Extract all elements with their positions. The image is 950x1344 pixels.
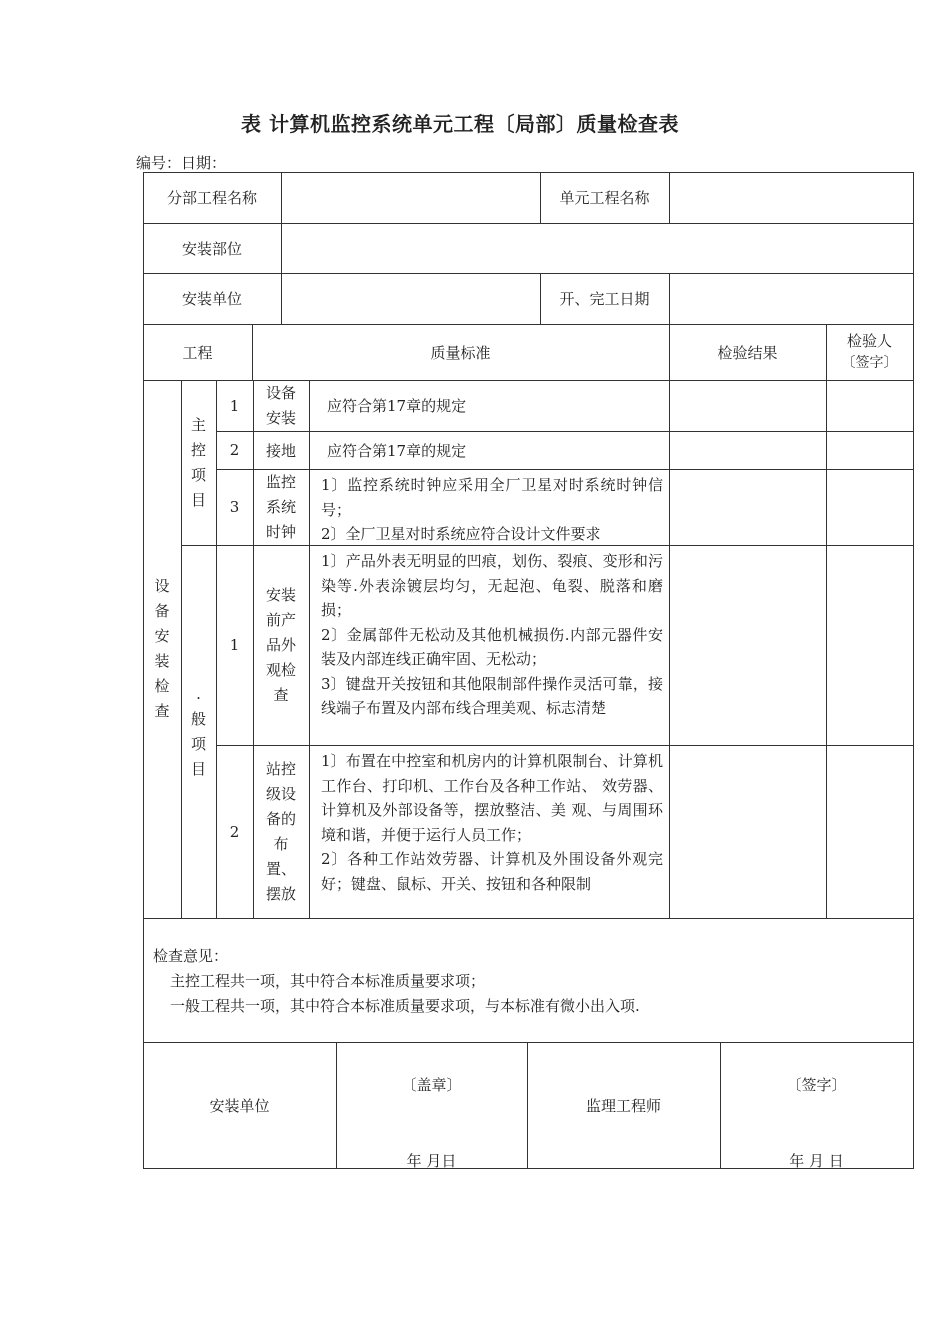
- item-standard: 应符合第17章的规定: [327, 441, 467, 460]
- result-field[interactable]: [669, 745, 826, 918]
- inspector-field[interactable]: [826, 431, 913, 469]
- result-field[interactable]: [669, 380, 826, 431]
- inspector-field[interactable]: [826, 545, 913, 745]
- item-number: 3: [229, 498, 240, 516]
- inspector-field[interactable]: [826, 469, 913, 545]
- sub-project-name-label: 分部工程名称: [166, 189, 257, 207]
- inspection-result-header: 检验结果: [717, 343, 778, 362]
- inspector-sign-label: 〔签字〕: [841, 355, 898, 371]
- item-standard: 1〕监控系统时钟应采用全厂卫星对时系统时钟信号； 2〕全厂卫星对时系统应符合设计文件要求: [321, 476, 663, 543]
- group-main-control-items: 主控项目: [190, 415, 206, 509]
- install-location-label: 安装部位: [181, 239, 242, 258]
- install-location-field[interactable]: [281, 223, 913, 273]
- result-field[interactable]: [669, 545, 826, 745]
- item-standard: 1〕产品外表无明显的凹痕，划伤、裂痕、变形和污染等.外表涂镀层均匀，无起泡、龟裂、脱落和磨损； 2〕金属部件无松动及其他机械损伤.内部元器件安装及内部连线正确牢固、无松动； 3〕键盘开关按钮和其他限制部件操作灵活可靠，接线端子布置及内部布线合理美观、标志清楚: [321, 552, 663, 717]
- page-title: 表 计算机监控系统单元工程〔局部〕质量检查表: [241, 112, 679, 136]
- sign-date: 年 月 日: [789, 1152, 844, 1170]
- item-name: 接地: [265, 441, 296, 460]
- inspector-field[interactable]: [826, 745, 913, 918]
- inspector-field[interactable]: [826, 380, 913, 431]
- inspection-opinion: [143, 918, 913, 1042]
- item-header: 工程: [182, 343, 213, 362]
- sign-label: 〔签字〕: [786, 1076, 847, 1094]
- item-number: 1: [229, 636, 240, 654]
- result-field[interactable]: [669, 431, 826, 469]
- sub-project-name-field[interactable]: [281, 172, 540, 223]
- group-equipment-install-check: 设备安装检查: [154, 577, 170, 720]
- item-name: 监控系统时钟: [265, 472, 296, 541]
- opinion-label: 检查意见：: [153, 947, 229, 965]
- supervisor-label: 监理工程师: [585, 1096, 661, 1115]
- item-number: 2: [229, 441, 240, 459]
- group-general-items: .般项目: [190, 684, 206, 778]
- install-unit-field[interactable]: [281, 273, 540, 324]
- quality-standard-header: 质量标准: [430, 343, 491, 362]
- item-number: 1: [229, 396, 240, 415]
- doc-number-date: 编号：日期：: [136, 154, 227, 172]
- result-field[interactable]: [669, 469, 826, 545]
- unit-project-name-label: 单元工程名称: [559, 189, 650, 207]
- install-unit-label: 安装单位: [181, 290, 242, 308]
- unit-project-name-field[interactable]: [669, 172, 913, 223]
- item-standard: 应符合第17章的规定: [327, 397, 467, 415]
- item-standard: 1〕布置在中控室和机房内的计算机限制台、计算机工作台、打印机、工作台及各种工作站、 效劳器、计算机及外部设备等，摆放整洁、美 观、与周围环境和谐，并便于运行人员工作； 2〕各种工作站效劳器、计算机及外围设备外观完好；键盘、鼠标、开关、按钮和各种限制: [321, 752, 663, 893]
- seal-area[interactable]: [336, 1042, 527, 1168]
- seal-date: 年 月日: [406, 1152, 457, 1170]
- inspector-label: 检验人: [846, 332, 892, 350]
- supervisor-sign-area[interactable]: [720, 1042, 913, 1168]
- seal-label: 〔盖章〕: [401, 1076, 462, 1094]
- inspector-header: [826, 324, 913, 380]
- start-end-date-label: 开、完工日期: [559, 290, 650, 308]
- item-name: 安装前产品外观检查: [265, 585, 296, 704]
- opinion-line-general: 一般工程共一项，其中符合本标准质量要求项，与本标准有微小出入项.: [170, 997, 640, 1015]
- item-number: 2: [229, 822, 240, 841]
- table-border: [913, 172, 914, 1168]
- footer-install-unit-label: 安装单位: [209, 1096, 270, 1115]
- start-end-date-field[interactable]: [669, 273, 913, 324]
- item-name: 站控级设备的布置、摆放: [265, 759, 296, 903]
- item-name: 设备安装: [265, 383, 296, 427]
- opinion-line-main: 主控工程共一项，其中符合本标准质量要求项；: [170, 972, 486, 990]
